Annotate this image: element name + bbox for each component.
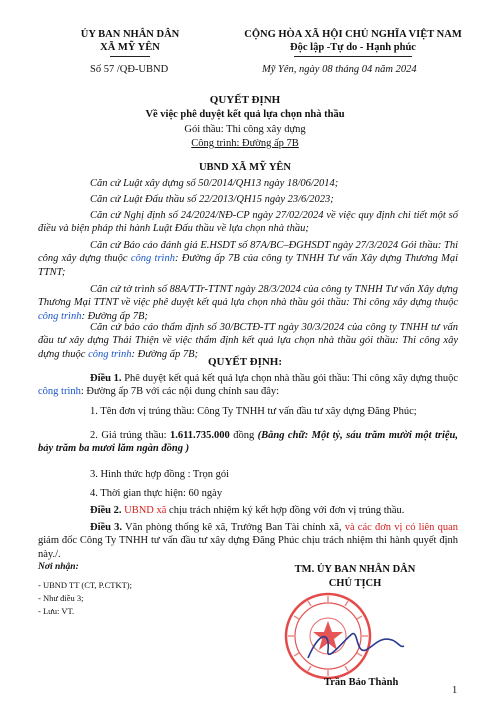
- org-line2: XÃ MỸ YÊN: [100, 42, 160, 53]
- basis-2: Căn cứ Luật Đấu thầu số 22/2013/QH15 ngày 23/6/2023;: [90, 194, 334, 205]
- article-3: [38, 521, 458, 561]
- doc-type-title: QUYẾT ĐỊNH: [209, 94, 281, 106]
- basis-6-link: công trình: [88, 348, 132, 360]
- basis-4: [38, 239, 458, 279]
- nation-header: [236, 28, 470, 54]
- authority: UBND XÃ MỸ YÊN: [198, 162, 292, 173]
- item-2: [38, 429, 458, 456]
- article-3-a: Văn phòng thống kê xã, Trưởng Ban Tài chính xã,: [122, 522, 345, 533]
- basis-5-c: : Đường ấp 7B;: [81, 310, 148, 322]
- org-name: [60, 28, 200, 54]
- bid-price: 1.611.735.000: [169, 430, 230, 441]
- recipient-2: - Như điều 3;: [38, 593, 84, 603]
- org-line1: ỦY BAN NHÂN DÂN: [80, 29, 180, 40]
- article-1-label: Điều 1.: [90, 373, 122, 384]
- sign-title-2: CHỦ TỊCH: [328, 578, 382, 589]
- basis-5-a: Căn cứ tờ trình số 88A/TTr-TTNT ngày 28/3/2024 của công ty TNHH Tư vấn Xây dựng Thương Mại TTNT về việc phê duyệt kết quả lựa chọn nhà thầu gói thầu: Thi công xây dựng thuộc: [38, 284, 458, 309]
- recipient-1: - UBND TT (CT, P.CTKT);: [38, 580, 132, 590]
- signature-icon: [300, 620, 410, 670]
- header-left-rule: [110, 56, 150, 57]
- item-3: 3. Hình thức hợp đồng : Trọn gói: [90, 469, 230, 480]
- article-1-c: : Đường ấp 7B với các nội dung chính sau đây:: [80, 386, 280, 398]
- basis-4-c: : Đường ấp 7B của công ty TNHH Tư vấn Xây dựng Thương Mại TTNT;: [38, 253, 459, 278]
- bid-price-words: (Bằng chữ: Một tỷ, sáu trăm mười một triệu, bảy trăm ba mươi lăm ngàn đồng ): [38, 430, 459, 455]
- item-2-a: 2. Giá trúng thầu:: [90, 430, 170, 441]
- article-2-c: chịu trách nhiệm ký kết hợp đồng với đơn vị trúng thầu.: [166, 505, 405, 516]
- basis-1: Căn cứ Luật xây dựng số 50/2014/QH13 ngày 18/06/2014;: [90, 178, 339, 189]
- recipient-3: - Lưu: VT.: [38, 606, 75, 616]
- basis-4-a: Căn cứ Báo cáo đánh giá E.HSDT số 87A/BC–ĐGHSDT ngày 27/3/2024 Gói thầu: Thi công xây dựng thuộc: [38, 240, 458, 265]
- page-number: 1: [452, 685, 458, 696]
- recipients-label: Nơi nhận:: [38, 562, 79, 572]
- date-line: Mỹ Yên, ngày 08 tháng 04 năm 2024: [262, 64, 417, 75]
- sign-title-1: TM. ỦY BAN NHÂN DÂN: [294, 564, 416, 575]
- item-4: 4. Thời gian thực hiện: 60 ngày: [90, 488, 223, 499]
- item-2-c: đồng: [229, 430, 258, 441]
- article-1-a: Phê duyệt kết quả kết quả lựa chọn nhà thầu gói thầu: Thi công xây dựng thuộc: [121, 373, 458, 384]
- doc-subject: Về việc phê duyệt kết quả lựa chọn nhà thầu: [145, 109, 345, 120]
- signer-name: Trần Bảo Thành: [324, 677, 399, 688]
- article-1: [38, 372, 458, 399]
- basis-6-c: : Đường ấp 7B;: [131, 348, 198, 360]
- article-2: [38, 504, 458, 517]
- article-1-link: công trình: [38, 386, 81, 398]
- basis-5-link: công trình: [38, 310, 82, 322]
- basis-6: [38, 321, 458, 361]
- decision-heading: QUYẾT ĐỊNH:: [207, 356, 283, 368]
- article-2-red: UBND xã: [124, 505, 167, 516]
- project-line: [0, 137, 490, 151]
- article-2-label: Điều 2.: [90, 505, 122, 516]
- basis-5: [38, 283, 458, 323]
- motto: Độc lập -Tự do - Hạnh phúc: [290, 42, 416, 53]
- basis-6-a: Căn cứ báo cáo thẩm định số 30/BCTĐ-TT ngày 30/3/2024 của công ty TNHH tư vấn đầu tư xây dựng Thái Thiện về việc thẩm định kết quả lựa chọn nhà thầu gói thầu: Thi công xây dựng thuộc: [38, 322, 458, 360]
- doc-number: Số 57 /QĐ-UBND: [90, 64, 169, 75]
- basis-4-link: công trình: [130, 253, 175, 265]
- article-3-label: Điều 3.: [90, 522, 123, 533]
- article-3-c: giám đốc Công Ty TNHH tư vấn đầu tư xây dựng Đăng Phúc chịu trách nhiệm thi hành quyết định này./.: [38, 535, 458, 560]
- header-right-rule: [294, 56, 412, 57]
- basis-3: Căn cứ Nghị định số 24/2024/NĐ-CP ngày 27/02/2024 về việc quy định chi tiết một số điều và biện pháp thi hành Luật Đấu thầu về lựa chọn nhà thầu;: [38, 210, 458, 235]
- nation-name: CỘNG HÒA XÃ HỘI CHỦ NGHĨA VIỆT NAM: [244, 29, 462, 40]
- article-3-red: và các đơn vị có liên quan: [344, 522, 458, 533]
- item-1: 1. Tên đơn vị trúng thầu: Công Ty TNHH tư vấn đầu tư xây dựng Đăng Phúc;: [90, 406, 417, 417]
- project-text: Công trình: Đường ấp 7B: [191, 138, 299, 149]
- package-line: Gói thầu: Thi công xây dựng: [184, 124, 306, 135]
